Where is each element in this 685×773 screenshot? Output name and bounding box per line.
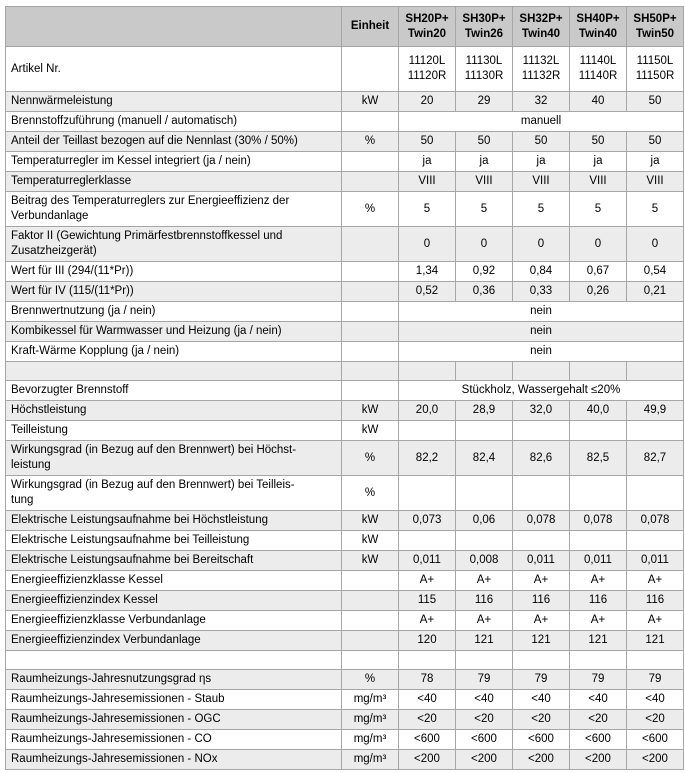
cell-value: VIII <box>456 172 513 192</box>
cell-value: <600 <box>627 730 684 750</box>
table-row <box>6 611 684 631</box>
row-unit: kW <box>342 531 399 551</box>
table-body <box>6 47 684 770</box>
cell-value: 0,078 <box>513 511 570 531</box>
cell-value: 120 <box>399 631 456 651</box>
table-row <box>6 342 684 362</box>
row-label: Raumheizungs-Jahresemissionen - OGC <box>6 710 342 730</box>
row-unit: kW <box>342 92 399 112</box>
cell-value: 5 <box>570 192 627 227</box>
cell-value: <600 <box>399 730 456 750</box>
cell-value: 11140L 11140R <box>570 47 627 92</box>
table-row <box>6 112 684 132</box>
spacer-row <box>6 362 684 381</box>
row-unit: mg/m³ <box>342 730 399 750</box>
table-row <box>6 401 684 421</box>
row-label: Beitrag des Temperaturreglers zur Energieeffizienz der Verbundanlage <box>6 192 342 227</box>
cell-value: 0 <box>513 227 570 262</box>
spacer-cell <box>513 362 570 381</box>
cell-value: 0,52 <box>399 282 456 302</box>
row-unit <box>342 282 399 302</box>
cell-value: 0,54 <box>627 262 684 282</box>
row-unit: % <box>342 670 399 690</box>
row-label: Brennwertnutzung (ja / nein) <box>6 302 342 322</box>
header-model-sh30p: SH30P+ Twin26 <box>456 7 513 47</box>
cell-value: 5 <box>399 192 456 227</box>
table-row <box>6 730 684 750</box>
cell-value: <200 <box>627 750 684 770</box>
cell-value: 0,06 <box>456 511 513 531</box>
cell-value: 116 <box>570 591 627 611</box>
cell-value: <200 <box>513 750 570 770</box>
cell-value <box>513 476 570 511</box>
row-label: Wert für IV (115/(11*Pr)) <box>6 282 342 302</box>
cell-value: 79 <box>513 670 570 690</box>
header-unit-cell: Einheit <box>342 7 399 47</box>
cell-value: 116 <box>513 591 570 611</box>
row-label: Elektrische Leistungsaufnahme bei Teilleistung <box>6 531 342 551</box>
row-label: Teilleistung <box>6 421 342 441</box>
cell-value: 11132L 11132R <box>513 47 570 92</box>
row-label: Anteil der Teillast bezogen auf die Nennlast (30% / 50%) <box>6 132 342 152</box>
cell-value: A+ <box>570 611 627 631</box>
table-row <box>6 710 684 730</box>
cell-value: 0,011 <box>627 551 684 571</box>
cell-value: <20 <box>570 710 627 730</box>
row-unit: % <box>342 441 399 476</box>
table-row <box>6 571 684 591</box>
cell-value: 116 <box>627 591 684 611</box>
table-row <box>6 47 684 92</box>
cell-value: <600 <box>570 730 627 750</box>
row-span-value: nein <box>399 342 684 362</box>
row-unit <box>342 322 399 342</box>
cell-value: 0 <box>456 227 513 262</box>
row-label: Kraft-Wärme Kopplung (ja / nein) <box>6 342 342 362</box>
cell-value: 40 <box>570 92 627 112</box>
row-unit: mg/m³ <box>342 690 399 710</box>
table-row <box>6 750 684 770</box>
cell-value: 79 <box>627 670 684 690</box>
cell-value: 0,33 <box>513 282 570 302</box>
cell-value: 50 <box>570 132 627 152</box>
cell-value: <20 <box>456 710 513 730</box>
row-label: Raumheizungs-Jahresemissionen - CO <box>6 730 342 750</box>
cell-value: <40 <box>456 690 513 710</box>
row-span-value: manuell <box>399 112 684 132</box>
row-unit: kW <box>342 401 399 421</box>
cell-value: 0 <box>627 227 684 262</box>
cell-value: 121 <box>456 631 513 651</box>
row-unit <box>342 262 399 282</box>
row-label: Wirkungsgrad (in Bezug auf den Brennwert) bei Teilleis- tung <box>6 476 342 511</box>
row-label: Artikel Nr. <box>6 47 342 92</box>
table-row <box>6 511 684 531</box>
table-row <box>6 670 684 690</box>
row-span-value: Stückholz, Wassergehalt ≤20% <box>399 381 684 401</box>
cell-value: 50 <box>627 92 684 112</box>
table-row <box>6 152 684 172</box>
cell-value: 0,67 <box>570 262 627 282</box>
cell-value: 11120L 11120R <box>399 47 456 92</box>
cell-value: ja <box>513 152 570 172</box>
row-label: Höchstleistung <box>6 401 342 421</box>
cell-value: ja <box>570 152 627 172</box>
row-label: Temperaturregler im Kessel integriert (ja / nein) <box>6 152 342 172</box>
table-row <box>6 421 684 441</box>
row-unit: kW <box>342 551 399 571</box>
cell-value <box>627 421 684 441</box>
cell-value <box>456 531 513 551</box>
row-unit <box>342 302 399 322</box>
cell-value: <200 <box>570 750 627 770</box>
row-unit <box>342 172 399 192</box>
header-model-sh40p: SH40P+ Twin40 <box>570 7 627 47</box>
cell-value: <40 <box>513 690 570 710</box>
cell-value: 20,0 <box>399 401 456 421</box>
row-label: Energieeffizienzklasse Verbundanlage <box>6 611 342 631</box>
cell-value: <40 <box>399 690 456 710</box>
cell-value <box>627 531 684 551</box>
cell-value <box>399 531 456 551</box>
spacer-cell <box>456 651 513 670</box>
spacer-cell <box>342 362 399 381</box>
cell-value: ja <box>627 152 684 172</box>
row-unit <box>342 571 399 591</box>
row-label: Wirkungsgrad (in Bezug auf den Brennwert) bei Höchst- leistung <box>6 441 342 476</box>
spacer-cell <box>627 651 684 670</box>
table-row <box>6 132 684 152</box>
row-label: Temperaturreglerklasse <box>6 172 342 192</box>
table-row <box>6 551 684 571</box>
cell-value: <40 <box>570 690 627 710</box>
table-row <box>6 591 684 611</box>
cell-value: 20 <box>399 92 456 112</box>
row-unit <box>342 631 399 651</box>
header-label-cell <box>6 7 342 47</box>
row-label: Elektrische Leistungsaufnahme bei Bereitschaft <box>6 551 342 571</box>
cell-value: VIII <box>399 172 456 192</box>
table-row <box>6 381 684 401</box>
cell-value: 0,078 <box>627 511 684 531</box>
row-unit <box>342 342 399 362</box>
cell-value: 0,21 <box>627 282 684 302</box>
cell-value: 1,34 <box>399 262 456 282</box>
table-row <box>6 262 684 282</box>
cell-value: <200 <box>399 750 456 770</box>
cell-value <box>570 476 627 511</box>
cell-value: A+ <box>627 571 684 591</box>
cell-value: 0,011 <box>513 551 570 571</box>
cell-value: 0,92 <box>456 262 513 282</box>
cell-value: ja <box>456 152 513 172</box>
row-unit <box>342 47 399 92</box>
cell-value: A+ <box>456 611 513 631</box>
cell-value <box>456 421 513 441</box>
table-row <box>6 282 684 302</box>
cell-value: 50 <box>513 132 570 152</box>
header-model-sh32p: SH32P+ Twin40 <box>513 7 570 47</box>
cell-value: 121 <box>570 631 627 651</box>
row-unit: % <box>342 192 399 227</box>
cell-value: 32 <box>513 92 570 112</box>
cell-value: 11150L 11150R <box>627 47 684 92</box>
table-row <box>6 690 684 710</box>
cell-value <box>513 531 570 551</box>
cell-value: 78 <box>399 670 456 690</box>
row-unit <box>342 227 399 262</box>
cell-value: A+ <box>570 571 627 591</box>
spacer-cell <box>6 362 342 381</box>
cell-value: 0,011 <box>570 551 627 571</box>
row-unit: mg/m³ <box>342 750 399 770</box>
spacer-cell <box>570 651 627 670</box>
spacer-cell <box>399 362 456 381</box>
spacer-cell <box>456 362 513 381</box>
cell-value: <20 <box>513 710 570 730</box>
row-label: Energieeffizienzindex Kessel <box>6 591 342 611</box>
row-unit <box>342 112 399 132</box>
cell-value: 82,4 <box>456 441 513 476</box>
spacer-cell <box>342 651 399 670</box>
spacer-cell <box>399 651 456 670</box>
header-model-sh20p: SH20P+ Twin20 <box>399 7 456 47</box>
cell-value: <20 <box>627 710 684 730</box>
cell-value: 49,9 <box>627 401 684 421</box>
cell-value: 0,84 <box>513 262 570 282</box>
cell-value: 0 <box>399 227 456 262</box>
row-label: Faktor II (Gewichtung Primärfestbrennstoffkessel und Zusatzheizgerät) <box>6 227 342 262</box>
row-label: Bevorzugter Brennstoff <box>6 381 342 401</box>
cell-value: 82,5 <box>570 441 627 476</box>
spacer-cell <box>570 362 627 381</box>
cell-value: 82,6 <box>513 441 570 476</box>
cell-value: VIII <box>513 172 570 192</box>
cell-value: 115 <box>399 591 456 611</box>
cell-value: A+ <box>399 611 456 631</box>
row-label: Energieeffizienzklasse Kessel <box>6 571 342 591</box>
cell-value <box>456 476 513 511</box>
row-label: Raumheizungs-Jahresemissionen - NOx <box>6 750 342 770</box>
cell-value: <20 <box>399 710 456 730</box>
cell-value: 40,0 <box>570 401 627 421</box>
cell-value <box>399 421 456 441</box>
cell-value: <600 <box>513 730 570 750</box>
row-span-value: nein <box>399 322 684 342</box>
cell-value: <600 <box>456 730 513 750</box>
cell-value: 50 <box>456 132 513 152</box>
table-row <box>6 302 684 322</box>
header-row <box>6 7 684 47</box>
cell-value: 0,073 <box>399 511 456 531</box>
cell-value: 5 <box>456 192 513 227</box>
table-row <box>6 192 684 227</box>
table-row <box>6 476 684 511</box>
cell-value: VIII <box>627 172 684 192</box>
cell-value: 50 <box>627 132 684 152</box>
cell-value: A+ <box>627 611 684 631</box>
cell-value: 79 <box>456 670 513 690</box>
cell-value: 32,0 <box>513 401 570 421</box>
cell-value <box>627 476 684 511</box>
spec-table <box>5 6 684 770</box>
table-row <box>6 441 684 476</box>
cell-value <box>570 531 627 551</box>
row-span-value: nein <box>399 302 684 322</box>
cell-value: 121 <box>513 631 570 651</box>
cell-value: 0,078 <box>570 511 627 531</box>
cell-value: A+ <box>513 611 570 631</box>
cell-value: 28,9 <box>456 401 513 421</box>
cell-value: <40 <box>627 690 684 710</box>
row-label: Wert für III (294/(11*Pr)) <box>6 262 342 282</box>
cell-value: 0,008 <box>456 551 513 571</box>
spacer-cell <box>6 651 342 670</box>
row-unit <box>342 591 399 611</box>
row-label: Brennstoffzuführung (manuell / automatisch) <box>6 112 342 132</box>
cell-value <box>570 421 627 441</box>
cell-value: 50 <box>399 132 456 152</box>
cell-value: 0,36 <box>456 282 513 302</box>
row-label: Nennwärmeleistung <box>6 92 342 112</box>
cell-value: 116 <box>456 591 513 611</box>
cell-value: 82,7 <box>627 441 684 476</box>
table-row <box>6 322 684 342</box>
row-label: Elektrische Leistungsaufnahme bei Höchstleistung <box>6 511 342 531</box>
table-row <box>6 92 684 112</box>
table-row <box>6 631 684 651</box>
cell-value: A+ <box>513 571 570 591</box>
table-row <box>6 227 684 262</box>
header-model-sh50p: SH50P+ Twin50 <box>627 7 684 47</box>
cell-value: ja <box>399 152 456 172</box>
row-unit <box>342 611 399 631</box>
cell-value <box>513 421 570 441</box>
cell-value: 0 <box>570 227 627 262</box>
cell-value <box>399 476 456 511</box>
table-row <box>6 172 684 192</box>
table-row <box>6 531 684 551</box>
row-unit: kW <box>342 511 399 531</box>
cell-value: A+ <box>456 571 513 591</box>
cell-value: 0,26 <box>570 282 627 302</box>
cell-value: 121 <box>627 631 684 651</box>
cell-value: 0,011 <box>399 551 456 571</box>
row-unit: mg/m³ <box>342 710 399 730</box>
row-unit: kW <box>342 421 399 441</box>
row-label: Raumheizungs-Jahresemissionen - Staub <box>6 690 342 710</box>
row-label: Kombikessel für Warmwasser und Heizung (ja / nein) <box>6 322 342 342</box>
cell-value: 11130L 11130R <box>456 47 513 92</box>
cell-value: VIII <box>570 172 627 192</box>
spacer-cell <box>513 651 570 670</box>
cell-value: 5 <box>513 192 570 227</box>
row-unit <box>342 152 399 172</box>
cell-value: 29 <box>456 92 513 112</box>
spacer-row <box>6 651 684 670</box>
spacer-cell <box>627 362 684 381</box>
row-unit <box>342 381 399 401</box>
row-label: Raumheizungs-Jahresnutzungsgrad ηs <box>6 670 342 690</box>
cell-value: 5 <box>627 192 684 227</box>
cell-value: <200 <box>456 750 513 770</box>
row-unit: % <box>342 476 399 511</box>
cell-value: A+ <box>399 571 456 591</box>
cell-value: 79 <box>570 670 627 690</box>
row-label: Energieeffizienzindex Verbundanlage <box>6 631 342 651</box>
cell-value: 82,2 <box>399 441 456 476</box>
row-unit: % <box>342 132 399 152</box>
